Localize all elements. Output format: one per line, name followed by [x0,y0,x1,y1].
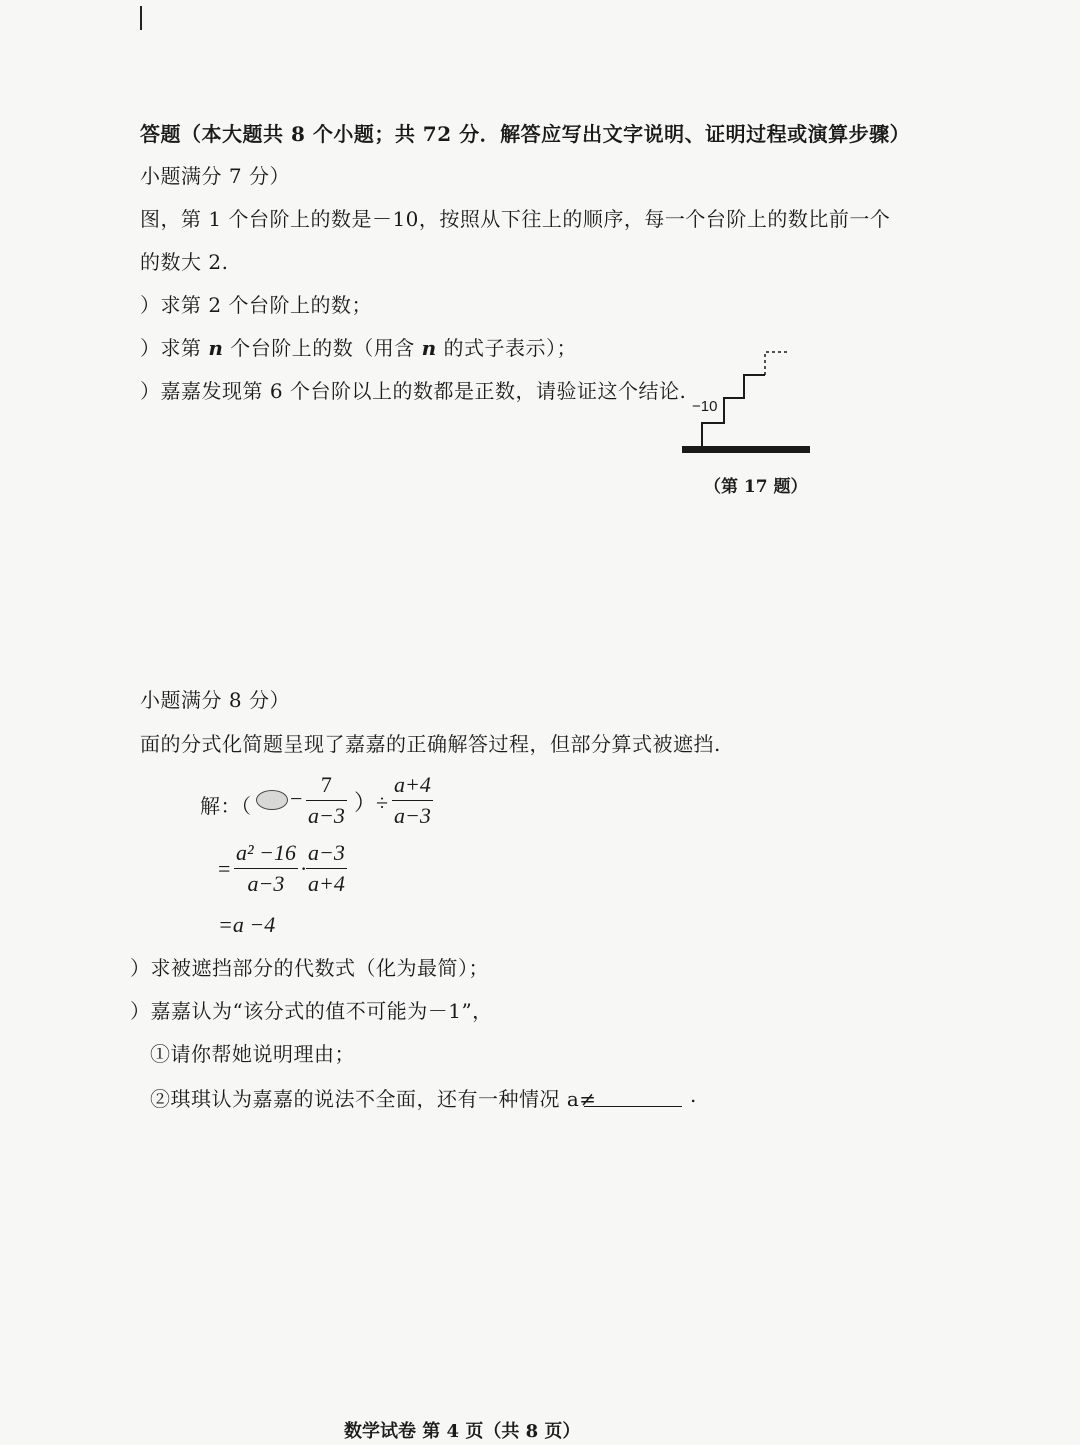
q17-part2-mid: 个台阶上的数（用含 [223,336,422,360]
frac3-bar [234,868,298,869]
q17-part1: ）求第 2 个台阶上的数； [140,293,372,317]
q18-stem: 面的分式化简题呈现了嘉嘉的正确解答过程，但部分算式被遮挡. [140,732,721,756]
page-edge-mark [140,6,142,30]
q18-part2-b-end: . [690,1083,697,1107]
solution-label: 解：（ [200,794,252,818]
solution-equals: = [218,856,231,881]
hidden-expression-oval [256,790,288,810]
q18-part2-b: ②琪琪认为嘉嘉的说法不全面，还有一种情况 a≠ [150,1087,597,1111]
q18-part1: ）求被遮挡部分的代数式（化为最简）； [130,956,489,980]
q17-stem-line1: 图，第 1 个台阶上的数是－10，按照从下往上的顺序，每一个台阶上的数比前一个 [140,207,891,231]
q18-score: 小题满分 8 分） [140,688,290,712]
stair-continuation [765,352,788,375]
frac1-bar [306,800,347,801]
frac2-numerator: a+4 [394,772,431,797]
ground-bar [682,446,810,453]
q17-part2-var2: n [421,336,437,360]
section-heading: 答题（本大题共 8 个小题；共 72 分．解答应写出文字说明、证明过程或演算步骤） [140,122,911,146]
solution-result: =a −4 [218,912,276,937]
frac3-denominator: a−3 [247,871,285,896]
q17-part2-prefix: ）求第 [140,336,209,360]
q17-stem-line2: 的数大 2. [140,250,229,274]
fraction-7-over-a-3 [306,772,347,829]
answer-blank [584,1106,682,1107]
q17-score: 小题满分 7 分） [140,164,290,188]
solution-close-div: ）÷ [354,790,389,815]
frac3-numerator: a² −16 [236,840,296,865]
q18-part2: ）嘉嘉认为“该分式的值不可能为－1”， [130,999,493,1023]
fraction-a4-over-a-3 [392,772,433,829]
q17-part2 [140,332,577,361]
fraction-a-3-over-a4 [306,840,347,897]
frac1-denominator: a−3 [308,803,345,828]
solution-dot: · [300,856,308,881]
frac2-denominator: a−3 [394,803,431,828]
first-step-label: −10 [692,398,718,415]
q18-part2-a: ①请你帮她说明理由； [150,1042,355,1066]
fraction-a2-16-over-a-3 [234,840,298,897]
solution-minus: − [290,786,303,811]
q17-part3: ）嘉嘉发现第 6 个台阶以上的数都是正数，请验证这个结论. [140,379,687,403]
frac4-numerator: a−3 [308,840,345,865]
frac2-bar [392,800,433,801]
frac1-numerator: 7 [320,772,332,797]
page-footer: 数学试卷 第 4 页（共 8 页） [344,1421,581,1442]
q17-figure-caption: （第 17 题） [704,477,808,497]
frac4-denominator: a+4 [308,871,345,896]
q17-part2-suffix: 的式子表示）； [436,336,578,360]
frac4-bar [306,868,347,869]
q17-part2-var: n [208,336,224,360]
